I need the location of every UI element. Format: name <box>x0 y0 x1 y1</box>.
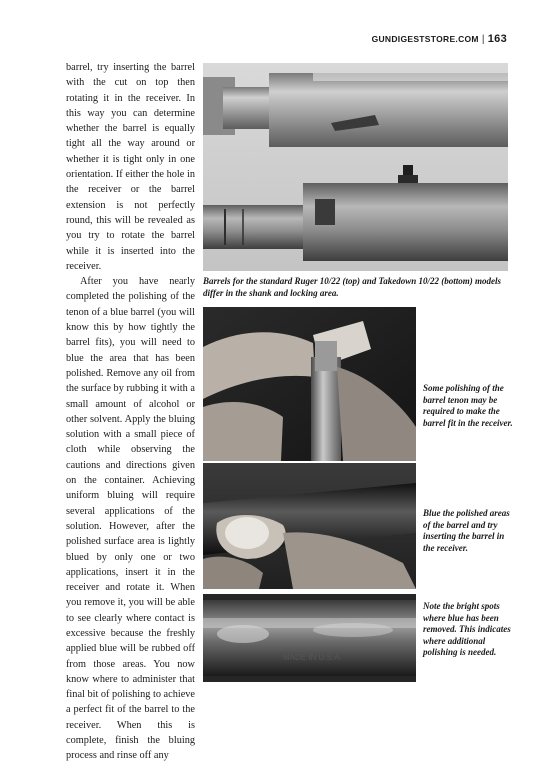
header-separator: | <box>481 33 485 45</box>
barrels-photo-graphic <box>203 63 508 271</box>
tenon-polishing-photo <box>203 307 416 461</box>
tenon-polishing-graphic <box>203 307 416 461</box>
running-header <box>372 33 507 45</box>
bright-spots-graphic <box>203 594 416 682</box>
barrels-photo <box>203 63 508 271</box>
blue-polished-caption: Blue the polished areas of the barrel and try inserting the barrel in the receiver. <box>423 508 510 553</box>
barrels-caption: Barrels for the standard Ruger 10/22 (top) and Takedown 10/22 (bottom) models differ in the shank and locking area. <box>203 276 501 298</box>
blue-polished-photo <box>203 463 416 589</box>
tenon-polishing-caption: Some polishing of the barrel tenon may be required to make the barrel fit in the receiver. <box>423 383 513 428</box>
page-number: 163 <box>487 33 507 45</box>
bright-spots-photo <box>203 594 416 682</box>
site-name: GUNDIGESTSTORE.COM <box>371 34 479 44</box>
body-paragraph-2: After you have nearly completed the polishing of the tenon of a blue barrel (you will know this by how tightly the barrel fits), you will need to blue the area that has been polished. Remove any oil from the surface by rubbing it with a small amount of alcohol or other solvent. Apply the bluing solution with a small piece of cloth while observing the cautions and directions given on the container. Achieving uniform bluing will require several applications of the solution. However, after the polished surface area is lightly blued by only one or two applications, insert it in the receiver and rotate it. When you remove it, you will be able to see clearly where contact is excessive because the freshly applied blue will be rubbed off from those areas. You now know where to administer that final bit of polishing to achieve a perfect fit of the barrel to the receiver. When this is complete, finish the bluing process and rinse off any <box>66 276 195 762</box>
bright-spots-caption: Note the bright spots where blue has been removed. This indicates where additional polishing is needed. <box>423 601 511 657</box>
body-paragraph-1: barrel, try inserting the barrel with the cut on top then rotating it in the receiver. In this way you can determine whether the barrel is equally tight all the way around or whether it is tight only in one orientation. If either the hole in the receiver or the barrel extension is not perfectly round, this will be revealed as you try to rotate the barrel while it is inserted into the receiver. <box>66 62 195 272</box>
barrel-stamp-text: MADE IN U.S.A. <box>283 653 342 662</box>
body-column <box>66 60 195 764</box>
blue-polished-graphic <box>203 463 416 589</box>
